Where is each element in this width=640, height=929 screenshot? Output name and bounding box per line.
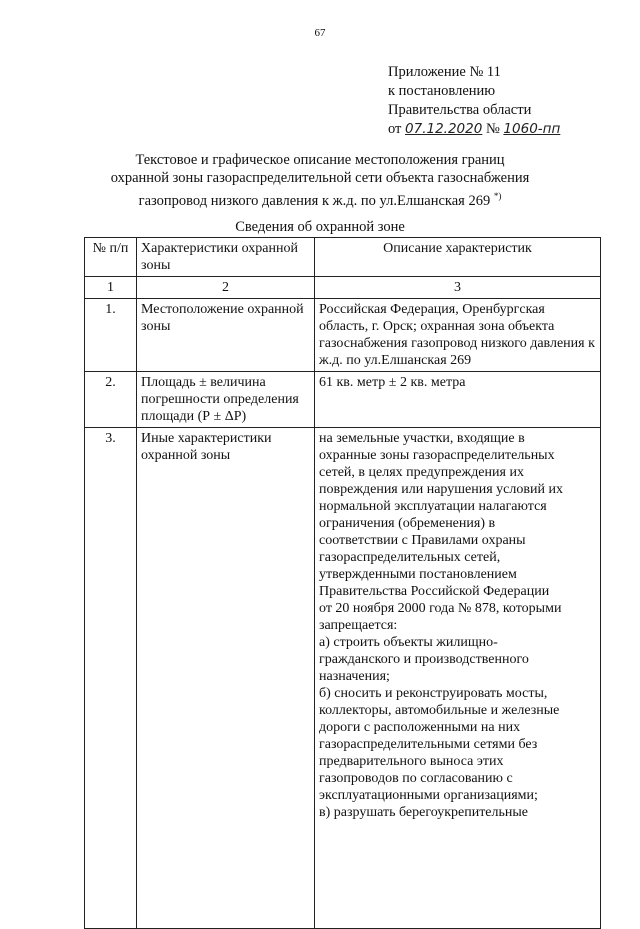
- table-row: [85, 299, 601, 372]
- row-characteristic: Площадь ± величина погрешности определения площади (Р ± ΔР): [137, 372, 315, 428]
- handwritten-number: 1060-пп: [503, 121, 561, 137]
- appendix-line-3: Правительства области: [388, 102, 532, 118]
- row-description: Российская Федерация, Оренбургская область, г. Орск; охранная зона объекта газоснабжения газопровод низкого давления к ж.д. по ул.Елшанская 269: [315, 299, 601, 372]
- page-number: 67: [314, 27, 326, 39]
- description-line: б) сносить и реконструировать мосты,: [319, 686, 548, 701]
- description-line: а) строить объекты жилищно-: [319, 635, 498, 650]
- description-line: на земельные участки, входящие в: [319, 431, 525, 446]
- title-line-2: охранной зоны газораспределительной сети объекта газоснабжения: [110, 170, 530, 186]
- description-line: газопроводов по согласованию с: [319, 771, 513, 786]
- row-number: 2.: [85, 372, 137, 428]
- appendix-date-line: [388, 120, 560, 139]
- row-characteristic: Местоположение охранной зоны: [137, 299, 315, 372]
- appendix-line-1: Приложение № 11: [388, 64, 501, 80]
- header-number: № п/п: [85, 238, 137, 277]
- appendix-line-2: к постановлению: [388, 83, 496, 99]
- description-line: утвержденными постановлением: [319, 567, 517, 582]
- header-characteristics: Характеристики охранной зоны: [137, 238, 315, 277]
- description-line: дороги с расположенными на них: [319, 720, 521, 735]
- table-row: [85, 428, 601, 929]
- description-line: нормальной эксплуатации налагаются: [319, 499, 547, 514]
- description-line: газораспределительными сетями без: [319, 737, 538, 752]
- column-number-row: [85, 277, 601, 299]
- description-line: в) разрушать берегоукрепительные: [319, 805, 529, 820]
- column-number-1: 1: [85, 277, 137, 299]
- description-line: Правительства Российской Федерации: [319, 584, 550, 599]
- column-number-3: 3: [315, 277, 601, 299]
- appendix-block: [388, 63, 560, 139]
- title-line-3-text: газопровод низкого давления к ж.д. по ул.Елшанская 269: [138, 192, 491, 209]
- title-line-1: Текстовое и графическое описание местоположения границ: [135, 152, 505, 168]
- description-line: эксплуатационными организациями;: [319, 788, 538, 803]
- row-characteristic: Иные характеристики охранной зоны: [137, 428, 315, 929]
- row-description: [315, 428, 601, 929]
- title-line-3: [100, 187, 540, 210]
- description-line: гражданского и производственного: [319, 652, 529, 667]
- zone-info-table: [84, 237, 601, 929]
- row-number: 1.: [85, 299, 137, 372]
- table-row: [85, 372, 601, 428]
- description-line: предварительного выноса этих: [319, 754, 504, 769]
- description-line: охранные зоны газораспределительных: [319, 448, 555, 463]
- description-line: запрещается:: [319, 618, 398, 633]
- header-description: Описание характеристик: [315, 238, 601, 277]
- table-header-row: [85, 238, 601, 277]
- table-caption: Сведения об охранной зоне: [235, 219, 405, 235]
- description-line: коллекторы, автомобильные и железные: [319, 703, 560, 718]
- description-line: назначения;: [319, 669, 390, 684]
- number-sign: №: [485, 121, 500, 137]
- description-line: сетей, в целях предупреждения их: [319, 465, 524, 480]
- description-line: газораспределительных сетей,: [319, 550, 501, 565]
- description-line: ограничения (обременения) в: [319, 516, 496, 531]
- description-line: от 20 ноября 2000 года № 878, которыми: [319, 601, 562, 616]
- handwritten-date: 07.12.2020: [405, 121, 483, 137]
- footnote-mark: *): [493, 191, 502, 201]
- document-title: [100, 151, 540, 210]
- row-description: 61 кв. метр ± 2 кв. метра: [315, 372, 601, 428]
- description-line: повреждения или нарушения условий их: [319, 482, 563, 497]
- column-number-2: 2: [137, 277, 315, 299]
- row-number: 3.: [85, 428, 137, 929]
- description-line: соответствии с Правилами охраны: [319, 533, 526, 548]
- date-prefix: от: [388, 121, 402, 137]
